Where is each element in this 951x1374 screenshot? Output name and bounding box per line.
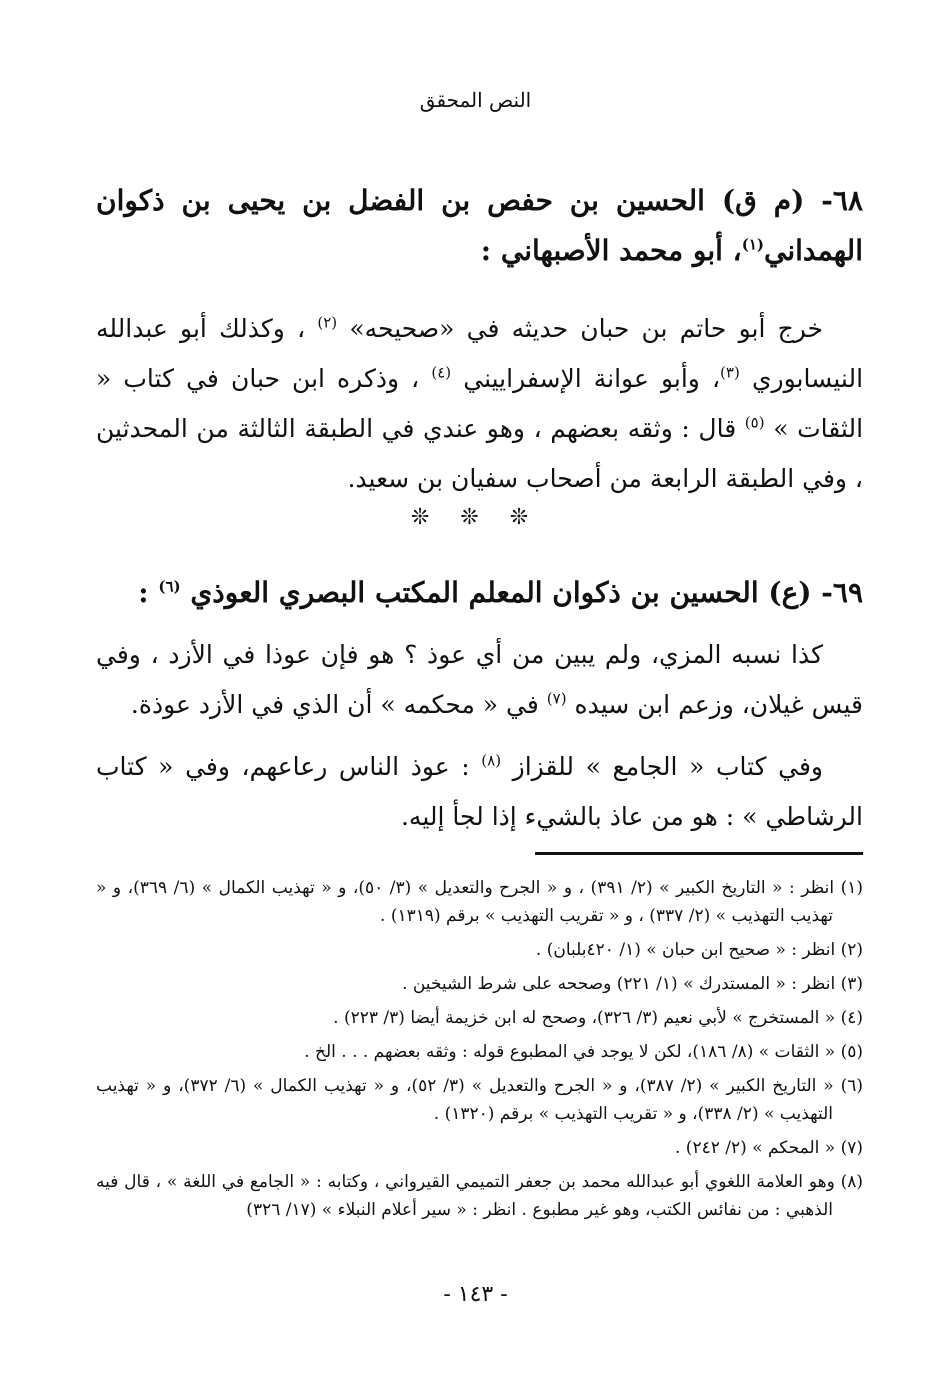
section-separator: ❊ ❊ ❊ [410,505,541,530]
text-run: وفي كتاب « الجامع » للقزاز [512,752,823,781]
entry-68-heading [96,176,863,276]
entry-69-paragraph-1 [96,630,863,730]
footnote-3: (٣) انظر : « المستدرك » (١/ ٢٢١) وصححه على شرط الشيخين . [402,974,863,994]
footnote-ref-1[interactable]: (١) [741,235,764,254]
footnote-ref-5[interactable]: (٥) [744,413,765,432]
footnote-ref-6[interactable]: (٦) [158,577,181,596]
text-run: ، وكذلك أبو عبدالله النيسابوري [96,314,864,393]
entry-69-heading [96,568,863,618]
text-run: قال : وثقه بعضهم ، وهو عندي في الطبقة الثالثة من المحدثين ، وفي الطبقة الرابعة من أصحاب سفيان بن سعيد. [96,414,863,493]
text-run: في « محكمه » أن الذي في الأزد عوذة. [130,690,539,719]
entry-68-heading-text: ٦٨- (م ق) الحسين بن حفص بن الفضل بن يحيى بن ذكوان الهمداني [96,184,863,267]
footnote-5: (٥) « الثقات » (٨/ ١٨٦)، لكن لا يوجد في المطبوع قوله : وثقه بعضهم . . . الخ . [304,1042,863,1062]
text-run: كذا نسبه المزي، ولم يبين من أي عوذ ؟ هو فإن عوذا في الأزد ، وفي قيس غيلان، وزعم ابن سيده [96,640,863,719]
entry-69-heading-text: ٦٩- (ع) الحسين بن ذكوان المعلم المكتب البصري العوذي [190,576,863,609]
footnote-2: (٢) انظر : « صحيح ابن حبان » (١/ ٤٢٠بلبان) . [535,940,863,960]
footnote-ref-2[interactable]: (٢) [317,313,338,332]
footnote-4: (٤) « المستخرج » لأبي نعيم (٣/ ٣٢٦)، وصحح له ابن خزيمة أيضا (٣/ ٢٢٣) . [333,1008,863,1028]
text-run: : عوذ الناس رعاعهم، وفي « كتاب الرشاطي » : هو من عاذ بالشيء إذا لجأ إليه. [96,752,863,831]
footnote-ref-4[interactable]: (٤) [431,363,452,382]
entry-68-paragraph [96,304,863,504]
footnote-8: (٨) وهو العلامة اللغوي أبو عبدالله محمد بن جعفر التميمي القيرواني ، وكتابه : « الجامع في اللغة » ، قال فيه الذهبي : من نفائس الكتب، وهو غير مطبوع . انظر : « سير أعلام النبلاء » (١٧/ ٣٢٦) [96,1172,863,1220]
footnote-ref-7[interactable]: (٧) [546,689,567,708]
footnote-separator-rule [535,852,863,855]
running-head: النص المحقق [419,88,532,112]
heading-colon: : [138,576,149,609]
footnote-ref-3[interactable]: (٣) [720,363,740,382]
footnote-7: (٧) « المحكم » (٢/ ٢٤٢) . [674,1138,863,1158]
footnote-6: (٦) « التاريخ الكبير » (٢/ ٣٨٧)، و « الجرح والتعديل » (٣/ ٥٢)، و « تهذيب الكمال » (٦/ ٣٧٢)، و « تهذيب التهذيب » (٢/ ٣٣٨)، و « تقريب التهذيب » برقم (١٣٢٠) . [96,1076,863,1124]
entry-68-heading-kunya: ، أبو محمد الأصبهاني : [480,234,742,267]
entry-68 [96,176,863,504]
page-number: - ١٤٣ - [443,1282,508,1307]
text-run: ، وذكره ابن حبان في كتاب « الثقات » [96,364,864,443]
text-run: خرج أبو حاتم بن حبان حديثه في «صحيحه» [349,314,823,343]
footnote-ref-8[interactable]: (٨) [481,751,502,770]
entry-69-paragraph-2 [96,742,863,842]
footnote-1: (١) انظر : « التاريخ الكبير » (٢/ ٣٩١) ، و « الجرح والتعديل » (٣/ ٥٠)، و « تهذيب الكمال » (٦/ ٣٦٩)، و « تهذيب التهذيب » (٢/ ٣٣٧) ، و « تقريب التهذيب » برقم (١٣١٩) . [96,878,863,926]
footnotes [96,874,863,1230]
text-run: ، وأبو عوانة الإسفراييني [463,364,721,393]
entry-69 [96,568,863,842]
